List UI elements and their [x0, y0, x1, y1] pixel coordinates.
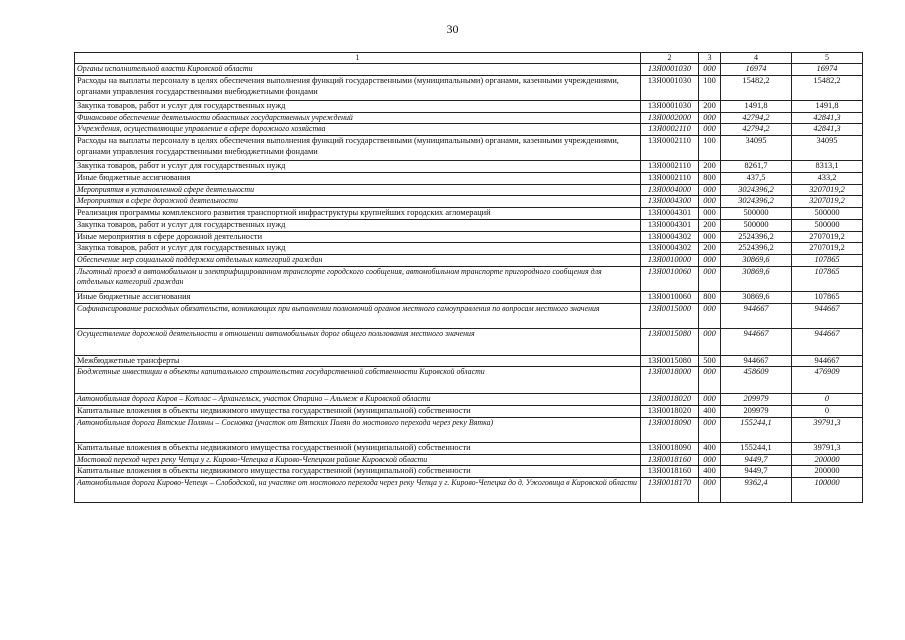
table-row	[75, 196, 863, 208]
cell-v1: 8261,7	[721, 161, 792, 173]
cell-v1: 944667	[721, 355, 792, 367]
cell-v2: 500000	[792, 208, 863, 220]
cell-name: Бюджетные инвестиции в объекты капитального строительства государственной собственности Кировской области	[75, 367, 641, 394]
cell-v2: 15482,2	[792, 75, 863, 100]
table-header-row	[75, 53, 863, 64]
cell-v2: 39791,3	[792, 417, 863, 442]
cell-type: 100	[699, 136, 721, 161]
table-row	[75, 406, 863, 418]
cell-v1: 2524396,2	[721, 243, 792, 255]
cell-code: 13Я0002110	[641, 136, 699, 161]
cell-v2: 200000	[792, 454, 863, 466]
cell-type: 000	[699, 367, 721, 394]
cell-name: Межбюджетные трансферты	[75, 355, 641, 367]
cell-name: Мероприятия в установленной сфере деятельности	[75, 184, 641, 196]
cell-code: 13Я0018020	[641, 406, 699, 418]
cell-name: Капитальные вложения в объекты недвижимого имущества государственной (муниципальной) собственности	[75, 406, 641, 418]
cell-v1: 30869,6	[721, 255, 792, 267]
table-row	[75, 208, 863, 220]
cell-v2: 107865	[792, 291, 863, 303]
cell-type: 000	[699, 255, 721, 267]
table-row	[75, 219, 863, 231]
table-row	[75, 136, 863, 161]
cell-v2: 944667	[792, 355, 863, 367]
cell-v2: 0	[792, 406, 863, 418]
cell-v2: 39791,3	[792, 442, 863, 454]
cell-type: 200	[699, 161, 721, 173]
cell-type: 000	[699, 184, 721, 196]
table-row	[75, 64, 863, 76]
table-row	[75, 243, 863, 255]
cell-code: 13Я0018000	[641, 367, 699, 394]
cell-v1: 944667	[721, 328, 792, 355]
cell-name: Реализация программы комплексного развития транспортной инфраструктуры крупнейших городских агломераций	[75, 208, 641, 220]
cell-v1: 9449,7	[721, 454, 792, 466]
cell-type: 000	[699, 266, 721, 291]
cell-v2: 16974	[792, 64, 863, 76]
cell-code: 13Я0004300	[641, 196, 699, 208]
cell-type: 000	[699, 478, 721, 503]
cell-v2: 3207019,2	[792, 196, 863, 208]
cell-code: 13Я0018020	[641, 394, 699, 406]
cell-v1: 30869,6	[721, 291, 792, 303]
cell-code: 13Я0018160	[641, 466, 699, 478]
table-row	[75, 355, 863, 367]
cell-code: 13Я0004301	[641, 219, 699, 231]
cell-code: 13Я0002110	[641, 161, 699, 173]
cell-v1: 16974	[721, 64, 792, 76]
cell-type: 400	[699, 406, 721, 418]
cell-name: Иные бюджетные ассигнования	[75, 291, 641, 303]
cell-name: Учреждения, осуществляющие управление в сфере дорожного хозяйства	[75, 124, 641, 136]
cell-type: 200	[699, 219, 721, 231]
cell-code: 13Я0010060	[641, 291, 699, 303]
table-row	[75, 100, 863, 112]
cell-v1: 209979	[721, 394, 792, 406]
cell-name: Закупка товаров, работ и услуг для государственных нужд	[75, 161, 641, 173]
cell-v2: 100000	[792, 478, 863, 503]
cell-type: 400	[699, 442, 721, 454]
cell-v2: 34095	[792, 136, 863, 161]
cell-v1: 34095	[721, 136, 792, 161]
cell-name: Капитальные вложения в объекты недвижимого имущества государственной (муниципальной) собственности	[75, 442, 641, 454]
cell-type: 000	[699, 112, 721, 124]
cell-v1: 1491,8	[721, 100, 792, 112]
cell-type: 800	[699, 172, 721, 184]
cell-type: 000	[699, 303, 721, 328]
cell-code: 13Я0002000	[641, 112, 699, 124]
cell-name: Закупка товаров, работ и услуг для государственных нужд	[75, 219, 641, 231]
cell-code: 13Я0018090	[641, 442, 699, 454]
table-row	[75, 417, 863, 442]
cell-code: 13Я0004000	[641, 184, 699, 196]
table-row	[75, 367, 863, 394]
column-header: 4	[721, 53, 792, 64]
table-row	[75, 172, 863, 184]
cell-type: 800	[699, 291, 721, 303]
cell-code: 13Я0001030	[641, 64, 699, 76]
cell-code: 13Я0002110	[641, 172, 699, 184]
cell-code: 13Я0004301	[641, 208, 699, 220]
cell-code: 13Я0010060	[641, 266, 699, 291]
cell-v2: 107865	[792, 255, 863, 267]
cell-v2: 8313,1	[792, 161, 863, 173]
table-body	[75, 64, 863, 503]
cell-v2: 2707019,2	[792, 231, 863, 243]
cell-name: Финансовое обеспечение деятельности областных государственных учреждений	[75, 112, 641, 124]
cell-v2: 0	[792, 394, 863, 406]
cell-name: Льготный проезд в автомобильном и электрифицированном транспорте городского сообщения, автомобильном транспорте пригородного сообщения для отдельных категорий граждан	[75, 266, 641, 291]
table-row	[75, 124, 863, 136]
cell-code: 13Я0001030	[641, 75, 699, 100]
table-row	[75, 303, 863, 328]
cell-name: Обеспечение мер социальной поддержки отдельных категорий граждан	[75, 255, 641, 267]
cell-v1: 9362,4	[721, 478, 792, 503]
table-row	[75, 161, 863, 173]
cell-type: 100	[699, 75, 721, 100]
table-row	[75, 466, 863, 478]
cell-name: Закупка товаров, работ и услуг для государственных нужд	[75, 243, 641, 255]
cell-code: 13Я0018160	[641, 454, 699, 466]
cell-v2: 42841,3	[792, 112, 863, 124]
cell-code: 13Я0001030	[641, 100, 699, 112]
cell-v1: 437,5	[721, 172, 792, 184]
cell-type: 200	[699, 243, 721, 255]
cell-v2: 476909	[792, 367, 863, 394]
cell-type: 000	[699, 328, 721, 355]
cell-type: 000	[699, 208, 721, 220]
table-row	[75, 291, 863, 303]
cell-v1: 500000	[721, 208, 792, 220]
cell-v1: 155244,1	[721, 442, 792, 454]
table-row	[75, 478, 863, 503]
cell-code: 13Я0015000	[641, 303, 699, 328]
page-number: 30	[446, 22, 459, 36]
cell-type: 000	[699, 196, 721, 208]
table-row	[75, 328, 863, 355]
cell-name: Осуществление дорожной деятельности в отношении автомобильных дорог общего пользования местного значения	[75, 328, 641, 355]
cell-code: 13Я0004302	[641, 243, 699, 255]
cell-v1: 9449,7	[721, 466, 792, 478]
table-row	[75, 112, 863, 124]
cell-v1: 15482,2	[721, 75, 792, 100]
cell-v2: 944667	[792, 328, 863, 355]
cell-type: 000	[699, 231, 721, 243]
column-header: 1	[75, 53, 641, 64]
cell-type: 400	[699, 466, 721, 478]
cell-name: Автомобильная дорога Вятские Поляны – Сосновка (участок от Вятских Полян до мостового перехода через реку Вятка)	[75, 417, 641, 442]
cell-v2: 500000	[792, 219, 863, 231]
cell-name: Расходы на выплаты персоналу в целях обеспечения выполнения функций государственными (муниципальными) органами, казенными учреждениями, органами управления государственными внебюджетными фондами	[75, 75, 641, 100]
table-row	[75, 184, 863, 196]
column-header: 5	[792, 53, 863, 64]
cell-type: 000	[699, 417, 721, 442]
cell-v1: 3024396,2	[721, 196, 792, 208]
table-row	[75, 394, 863, 406]
cell-v1: 458609	[721, 367, 792, 394]
cell-name: Капитальные вложения в объекты недвижимого имущества государственной (муниципальной) собственности	[75, 466, 641, 478]
table-row	[75, 266, 863, 291]
column-header: 2	[641, 53, 699, 64]
table-row	[75, 75, 863, 100]
table-row	[75, 255, 863, 267]
budget-table	[74, 52, 863, 503]
cell-v1: 2524396,2	[721, 231, 792, 243]
cell-v2: 944667	[792, 303, 863, 328]
cell-v1: 3024396,2	[721, 184, 792, 196]
cell-type: 000	[699, 64, 721, 76]
cell-name: Мостовой переход через реку Чепца у г. Кирово-Чепецка в Кирово-Чепецком районе Кировской области	[75, 454, 641, 466]
cell-v2: 42841,3	[792, 124, 863, 136]
cell-v2: 107865	[792, 266, 863, 291]
cell-name: Органы исполнительной власти Кировской области	[75, 64, 641, 76]
table-row	[75, 454, 863, 466]
cell-type: 000	[699, 394, 721, 406]
cell-code: 13Я0015080	[641, 328, 699, 355]
cell-code: 13Я0015080	[641, 355, 699, 367]
cell-type: 500	[699, 355, 721, 367]
cell-v1: 30869,6	[721, 266, 792, 291]
cell-v2: 433,2	[792, 172, 863, 184]
cell-v1: 209979	[721, 406, 792, 418]
cell-name: Иные бюджетные ассигнования	[75, 172, 641, 184]
cell-name: Мероприятия в сфере дорожной деятельности	[75, 196, 641, 208]
cell-v1: 42794,2	[721, 124, 792, 136]
cell-v2: 2707019,2	[792, 243, 863, 255]
cell-code: 13Я0018170	[641, 478, 699, 503]
column-header: 3	[699, 53, 721, 64]
cell-type: 000	[699, 454, 721, 466]
cell-code: 13Я0002110	[641, 124, 699, 136]
cell-name: Софинансирование расходных обязательств, возникающих при выполнении полномочий органов местного самоуправления по вопросам местного значения	[75, 303, 641, 328]
cell-name: Закупка товаров, работ и услуг для государственных нужд	[75, 100, 641, 112]
cell-name: Автомобильная дорога Кирово-Чепецк – Слободской, на участке от мостового перехода через реку Чепца у г. Кирово-Чепецка до д. Ужоговица в Кировской области	[75, 478, 641, 503]
cell-name: Иные мероприятия в сфере дорожной деятельности	[75, 231, 641, 243]
cell-code: 13Я0010000	[641, 255, 699, 267]
cell-code: 13Я0018090	[641, 417, 699, 442]
cell-code: 13Я0004302	[641, 231, 699, 243]
cell-v1: 500000	[721, 219, 792, 231]
table-row	[75, 442, 863, 454]
cell-v1: 42794,2	[721, 112, 792, 124]
cell-name: Автомобильная дорога Киров – Котлас – Архангельск, участок Опарино – Альмеж в Кировской области	[75, 394, 641, 406]
cell-v1: 155244,1	[721, 417, 792, 442]
cell-v2: 200000	[792, 466, 863, 478]
cell-type: 000	[699, 124, 721, 136]
table-row	[75, 231, 863, 243]
cell-type: 200	[699, 100, 721, 112]
cell-v2: 3207019,2	[792, 184, 863, 196]
cell-v1: 944667	[721, 303, 792, 328]
cell-name: Расходы на выплаты персоналу в целях обеспечения выполнения функций государственными (муниципальными) органами, казенными учреждениями, органами управления государственными внебюджетными фондами	[75, 136, 641, 161]
cell-v2: 1491,8	[792, 100, 863, 112]
